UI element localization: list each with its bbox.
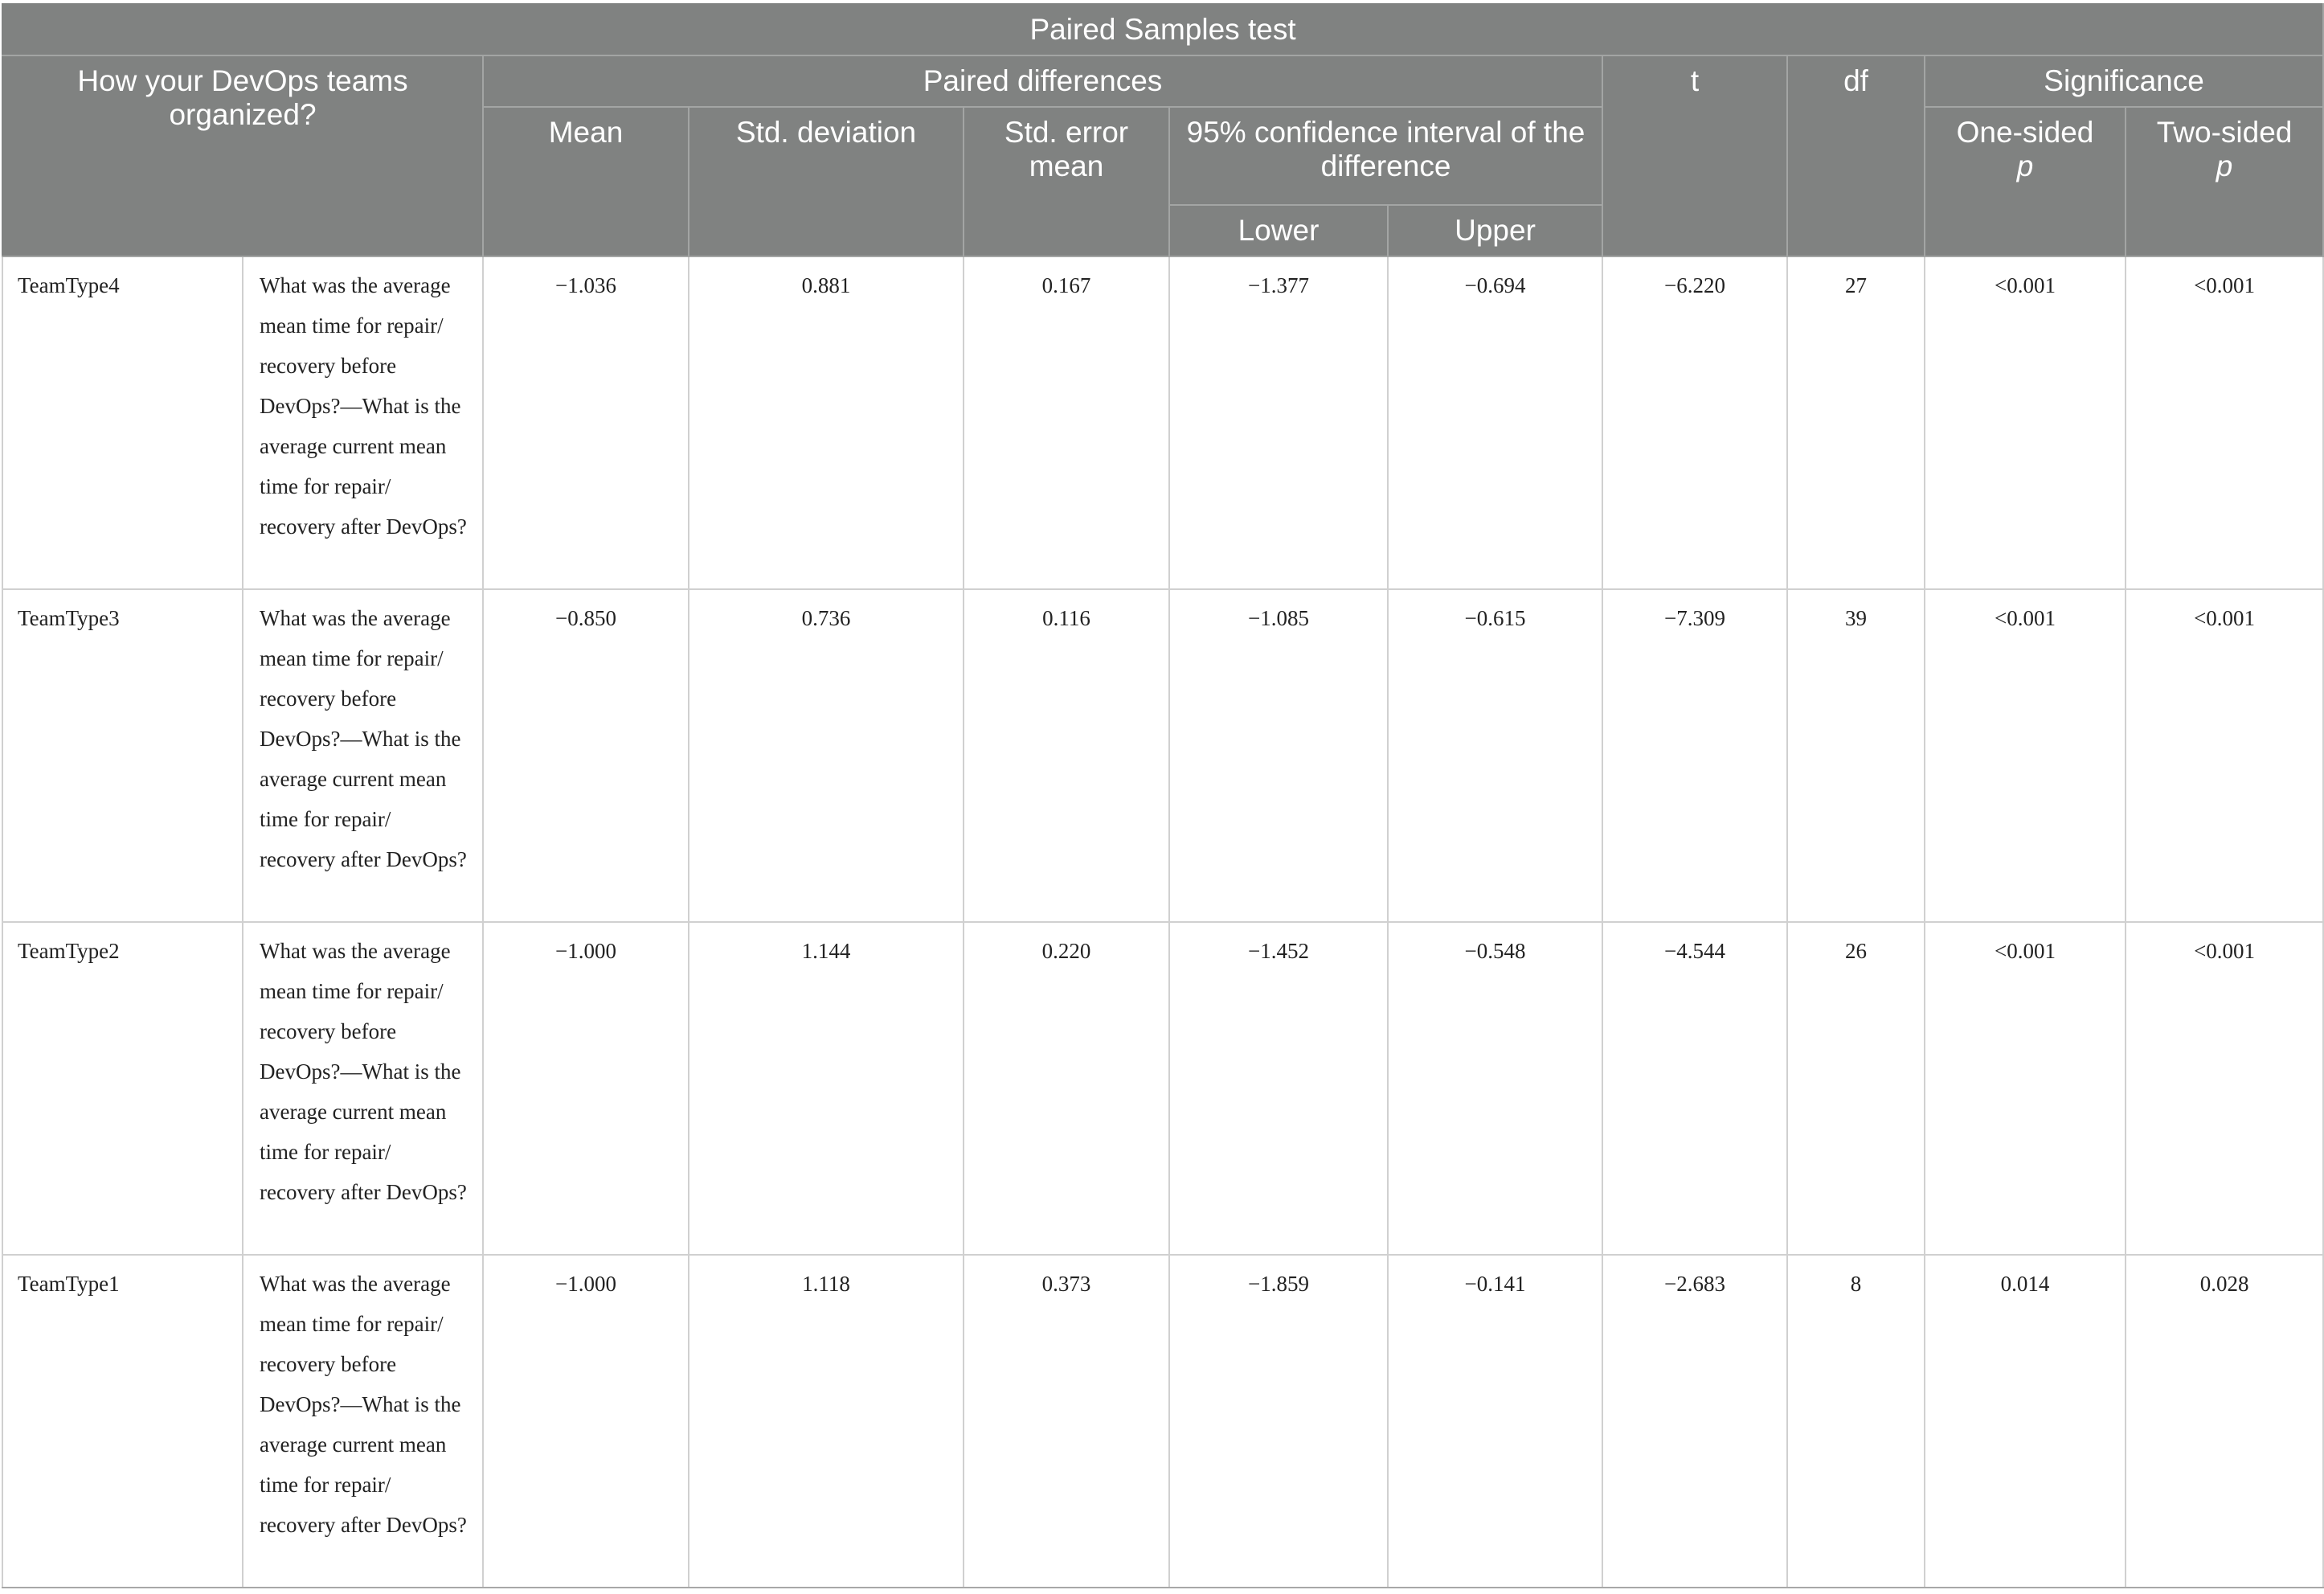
team-type-cell: TeamType4 xyxy=(2,256,243,589)
paired-differences-header: Paired differences xyxy=(483,55,1602,107)
title-row xyxy=(2,4,2323,55)
team-type-cell: TeamType1 xyxy=(2,1255,243,1588)
mean-cell: −1.000 xyxy=(483,1255,689,1588)
df-cell: 8 xyxy=(1787,1255,1925,1588)
team-type-cell: TeamType3 xyxy=(2,589,243,922)
one-sided-p-cell: <0.001 xyxy=(1925,589,2126,922)
table-row xyxy=(2,922,2323,1255)
two-sided-p-cell: <0.001 xyxy=(2126,922,2323,1255)
upper-cell: −0.615 xyxy=(1388,589,1602,922)
std-error-mean-cell: 0.116 xyxy=(964,589,1169,922)
table-row xyxy=(2,589,2323,922)
std-error-mean-header: Std. error mean xyxy=(964,107,1169,256)
pair-description-cell: What was the average mean time for repair/ recovery before DevOps?—What is the average current mean time for repair/ recovery after DevOps? xyxy=(243,922,483,1255)
upper-cell: −0.694 xyxy=(1388,256,1602,589)
t-cell: −7.309 xyxy=(1602,589,1787,922)
one-sided-p-cell: <0.001 xyxy=(1925,922,2126,1255)
mean-header: Mean xyxy=(483,107,689,256)
mean-cell: −1.000 xyxy=(483,922,689,1255)
mean-cell: −1.036 xyxy=(483,256,689,589)
two-sided-p-cell: 0.028 xyxy=(2126,1255,2323,1588)
header-row-1 xyxy=(2,55,2323,107)
lower-cell: −1.859 xyxy=(1169,1255,1388,1588)
std-deviation-cell: 0.881 xyxy=(689,256,964,589)
t-cell: −6.220 xyxy=(1602,256,1787,589)
lower-cell: −1.085 xyxy=(1169,589,1388,922)
std-error-mean-cell: 0.220 xyxy=(964,922,1169,1255)
upper-cell: −0.548 xyxy=(1388,922,1602,1255)
std-deviation-header: Std. deviation xyxy=(689,107,964,256)
group-header: How your DevOps teams organized? xyxy=(2,55,483,256)
table-title: Paired Samples test xyxy=(2,4,2323,55)
t-cell: −2.683 xyxy=(1602,1255,1787,1588)
df-cell: 27 xyxy=(1787,256,1925,589)
table-row xyxy=(2,1255,2323,1588)
lower-cell: −1.377 xyxy=(1169,256,1388,589)
std-deviation-cell: 1.118 xyxy=(689,1255,964,1588)
upper-cell: −0.141 xyxy=(1388,1255,1602,1588)
df-cell: 26 xyxy=(1787,922,1925,1255)
paired-samples-table xyxy=(2,3,2324,1588)
one-sided-p-cell: 0.014 xyxy=(1925,1255,2126,1588)
std-deviation-cell: 0.736 xyxy=(689,589,964,922)
confidence-interval-header: 95% confidence interval of the difference xyxy=(1169,107,1602,205)
two-sided-p: p xyxy=(2216,150,2233,182)
table-row xyxy=(2,256,2323,589)
one-sided-p: p xyxy=(2016,150,2034,182)
t-header: t xyxy=(1602,55,1787,256)
two-sided-header xyxy=(2126,107,2323,256)
std-error-mean-cell: 0.373 xyxy=(964,1255,1169,1588)
df-cell: 39 xyxy=(1787,589,1925,922)
two-sided-label: Two-sided xyxy=(2156,116,2293,149)
one-sided-header xyxy=(1925,107,2126,256)
t-cell: −4.544 xyxy=(1602,922,1787,1255)
pair-description-cell: What was the average mean time for repair/ recovery before DevOps?—What is the average current mean time for repair/ recovery after DevOps? xyxy=(243,589,483,922)
one-sided-label: One-sided xyxy=(1956,116,2094,149)
one-sided-p-cell: <0.001 xyxy=(1925,256,2126,589)
two-sided-p-cell: <0.001 xyxy=(2126,589,2323,922)
pair-description-cell: What was the average mean time for repair/ recovery before DevOps?—What is the average current mean time for repair/ recovery after DevOps? xyxy=(243,256,483,589)
df-header: df xyxy=(1787,55,1925,256)
std-deviation-cell: 1.144 xyxy=(689,922,964,1255)
mean-cell: −0.850 xyxy=(483,589,689,922)
pair-description-cell: What was the average mean time for repair/ recovery before DevOps?—What is the average current mean time for repair/ recovery after DevOps? xyxy=(243,1255,483,1588)
two-sided-p-cell: <0.001 xyxy=(2126,256,2323,589)
team-type-cell: TeamType2 xyxy=(2,922,243,1255)
lower-cell: −1.452 xyxy=(1169,922,1388,1255)
significance-header: Significance xyxy=(1925,55,2323,107)
upper-header: Upper xyxy=(1388,205,1602,256)
std-error-mean-cell: 0.167 xyxy=(964,256,1169,589)
lower-header: Lower xyxy=(1169,205,1388,256)
